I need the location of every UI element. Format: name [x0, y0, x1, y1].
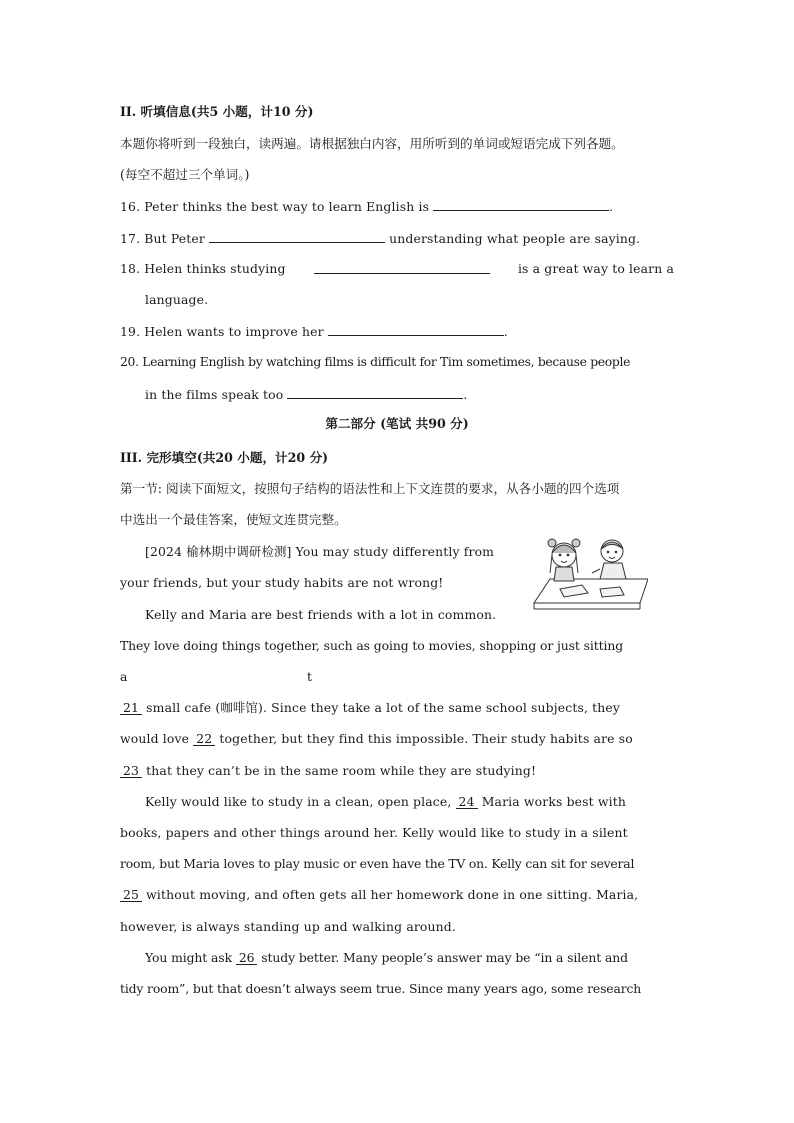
passage-line-15: tidy room”, but that doesn’t always seem true. Since many years ago, some research: [120, 981, 642, 996]
section-iii-instruction-2: 中选出一个最佳答案，使短文连贯完整。: [120, 512, 347, 527]
passage-line-12-text: without moving, and often gets all her homework done in one sitting. Maria,: [146, 887, 639, 902]
question-19-end: .: [503, 324, 508, 339]
passage-line-14: [145, 950, 628, 966]
passage-line-4: They love doing things together, such as going to movies, shopping or just sitting: [120, 638, 624, 653]
blank-number-22[interactable]: 22: [193, 732, 215, 746]
question-19-text: 19. Helen wants to improve her: [120, 324, 324, 339]
passage-line-7-b: together, but they find this impossible. Their study habits are so: [219, 731, 633, 746]
students-studying-illustration: [530, 533, 648, 613]
question-16-end: .: [609, 199, 614, 214]
question-18-text: 18. Helen thinks studying: [120, 261, 286, 276]
question-19: [120, 323, 508, 340]
question-18: [120, 261, 674, 277]
passage-line-10: books, papers and other things around her. Kelly would like to study in a silent: [120, 825, 628, 840]
passage-line-7: [120, 731, 633, 747]
passage-line-9-a: Kelly would like to study in a clean, open place,: [145, 794, 452, 809]
passage-line-3: Kelly and Maria are best friends with a lot in common.: [145, 607, 497, 622]
passage-line-1: [2024 榆林期中调研检测] You may study differently from: [145, 544, 495, 559]
section-ii-instruction-note: (每空不超过三个单词。): [120, 167, 250, 182]
passage-line-14-b: study better. Many people’s answer may be “in a silent and: [261, 950, 628, 965]
section-ii-instruction: 本题你将听到一段独白，读两遍。请根据独白内容，用所听到的单词或短语完成下列各题。: [120, 136, 624, 151]
question-20: 20. Learning English by watching films is difficult for Tim sometimes, because people: [120, 354, 631, 369]
section-ii-heading: II. 听填信息(共5 小题，计10 分): [120, 104, 314, 119]
part-two-title: 第二部分 (笔试 共90 分): [325, 416, 469, 431]
passage-line-11: room, but Maria loves to play music or even have the TV on. Kelly can sit for several: [120, 856, 635, 871]
section-iii-instruction: 第一节: 阅读下面短文，按照句子结构的语法性和上下文连贯的要求，从各小题的四个选项: [120, 481, 620, 496]
question-18-text-end: is a great way to learn a: [517, 261, 674, 276]
answer-blank-19[interactable]: [328, 323, 504, 336]
answer-blank-17[interactable]: [209, 230, 385, 243]
question-17: [120, 230, 640, 247]
blank-number-23[interactable]: 23: [120, 764, 142, 778]
question-16-text: 16. Peter thinks the best way to learn English is: [120, 199, 430, 214]
question-20-continued: [145, 386, 468, 403]
blank-number-26[interactable]: 26: [236, 951, 258, 965]
answer-blank-18[interactable]: [314, 261, 490, 274]
question-17-text-end: understanding what people are saying.: [389, 231, 641, 246]
answer-blank-16[interactable]: [433, 198, 609, 211]
question-20-text: in the films speak too: [145, 387, 284, 402]
answer-blank-20[interactable]: [287, 386, 463, 399]
passage-line-9-b: Maria works best with: [481, 794, 627, 809]
passage-line-12: [120, 887, 638, 903]
section-iii-heading: III. 完形填空(共20 小题，计20 分): [120, 450, 329, 465]
passage-line-14-a: You might ask: [145, 950, 232, 965]
passage-line-13: however, is always standing up and walking around.: [120, 919, 456, 934]
passage-line-5-a: a: [120, 669, 128, 684]
question-20-end: .: [463, 387, 468, 402]
blank-number-21[interactable]: 21: [120, 701, 142, 715]
blank-number-25[interactable]: 25: [120, 888, 142, 902]
passage-line-2: your friends, but your study habits are not wrong!: [120, 575, 444, 590]
question-17-text: 17. But Peter: [120, 231, 205, 246]
passage-line-6-text: small cafe (咖啡馆). Since they take a lot of the same school subjects, they: [146, 700, 621, 715]
question-16: [120, 198, 613, 215]
passage-line-6: [120, 700, 620, 716]
question-18-continued: language.: [145, 292, 209, 307]
passage-line-9: [145, 794, 626, 810]
passage-line-5-b: t: [307, 669, 313, 684]
passage-line-8: [120, 763, 536, 779]
passage-line-8-text: that they can’t be in the same room while they are studying!: [146, 763, 537, 778]
blank-number-24[interactable]: 24: [456, 795, 478, 809]
passage-line-7-a: would love: [120, 731, 190, 746]
